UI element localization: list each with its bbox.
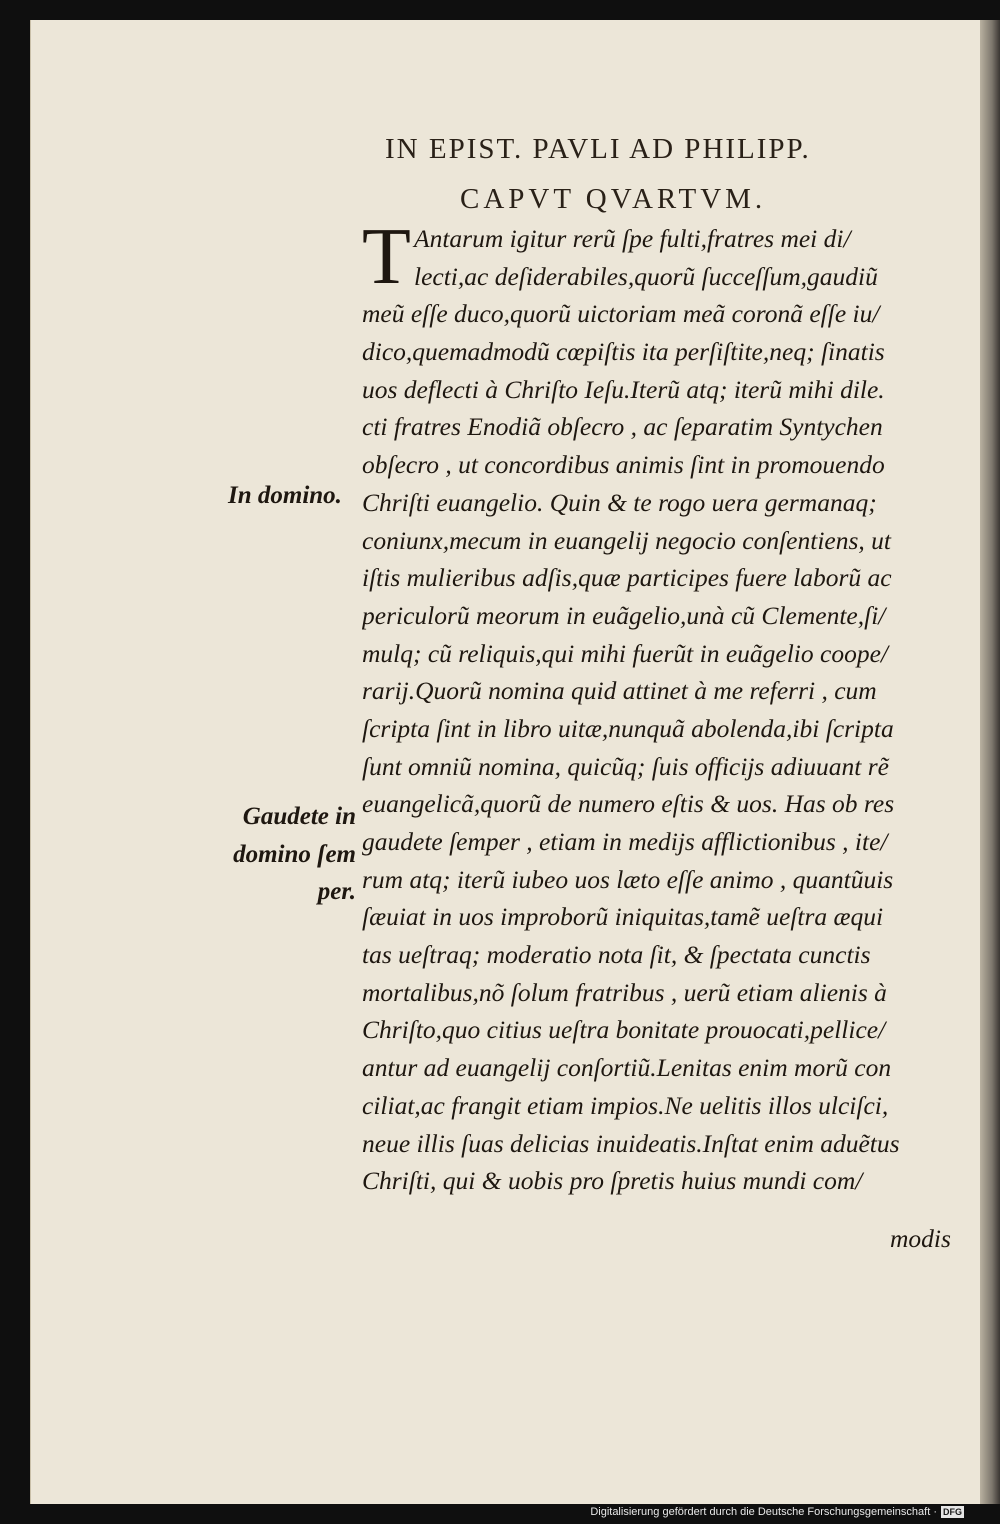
text-line: gaudete ſemper , etiam in medijs afflictionibus , ite/ [362, 827, 888, 856]
running-header: IN EPIST. PAVLI AD PHILIPP. [385, 133, 811, 165]
text-line: mortalibus,nõ ſolum fratribus , uerũ etiam alienis à [362, 977, 887, 1007]
text-line: ſæuiat in uos improborũ iniquitas,tamẽ ueſtra æqui [362, 902, 884, 932]
footer-credit [590, 1506, 964, 1518]
text-line: euangelicã,quorũ de numero eſtis & uos. Has ob res [362, 789, 895, 819]
footer-text: Digitalisierung gefördert durch die Deutsche Forschungsgemeinschaft · [590, 1506, 937, 1518]
text-line: iſtis mulieribus adſis,quæ participes fuere laborũ ac [362, 563, 892, 593]
text-line: dico,quemadmodũ cœpiſtis ita perſiſtite,neq; ſinatis [362, 337, 885, 367]
text-line: periculorũ meorum in euãgelio,unà cũ Clemente,ſi/ [362, 600, 886, 630]
text-line: Chriſti euangelio. Quin & te rogo uera germanaq; [362, 487, 877, 517]
text-line: Chriſto,quo citius ueſtra bonitate prouocati,pellice/ [362, 1015, 886, 1045]
text-line: ſunt omniũ nomina, quicũq; ſuis officijs adiuuant rẽ [362, 751, 889, 781]
text-line: obſecro , ut concordibus animis ſint in promouendo [362, 450, 885, 480]
drop-cap-initial: T [362, 213, 411, 301]
margin-note-gaudete [218, 798, 356, 911]
margin-note-line: domino ſem [233, 840, 356, 868]
text-line: coniunx,mecum in euangelij negocio conſentiens, ut [362, 525, 891, 555]
dfg-logo-icon: DFG [943, 1507, 962, 1517]
text-line: tas ueſtraq; moderatio nota ſit, & ſpectata cunctis [362, 940, 871, 970]
text-line: rarij.Quorũ nomina quid attinet à me referri , cum [362, 676, 877, 706]
body-text [362, 213, 980, 1200]
text-line: antur ad euangelij conſortiũ.Lenitas enim morũ con [362, 1053, 892, 1083]
text-line: ciliat,ac frangit etiam impios.Ne uelitis illos ulciſci, [362, 1090, 889, 1120]
margin-note-line: Gaudete in [242, 803, 356, 830]
text-line: neue illis ſuas delicias inuideatis.Inſtat enim aduẽtus [362, 1128, 900, 1158]
text-line: meũ eſſe duco,quorũ uictoriam meã coronã eſſe iu/ [362, 299, 880, 329]
margin-note-text: In domino. [228, 482, 342, 509]
text-line: cti fratres Enodiã obſecro , ac ſeparatim Syntychen [362, 412, 883, 442]
text-line: uos deflecti à Chriſto Ieſu.Iterũ atq; iterũ mihi dile. [362, 374, 885, 404]
text-line: rum atq; iterũ iubeo uos læto eſſe animo , quantũuis [362, 864, 894, 894]
text-line: ſcripta ſint in libro uitæ,nunquã abolenda,ibi ſcripta [362, 713, 894, 743]
text-line: mulq; cũ reliquis,qui mihi fuerũt in euãgelio coope/ [362, 638, 888, 668]
margin-note-in-domino [228, 477, 342, 515]
page-edge [980, 20, 1000, 1504]
chapter-title: CAPVT QVARTVM. [460, 183, 767, 215]
margin-note-line: per. [317, 878, 356, 906]
text-line: lecti,ac deſiderabiles,quorũ ſucceſſum,gaudiũ [414, 261, 878, 291]
catchword: modis [890, 1224, 951, 1253]
text-line: Antarum igitur rerũ ſpe fulti,fratres mei di/ [414, 224, 851, 253]
text-line: Chriſti, qui & uobis pro ſpretis huius mundi com/ [362, 1166, 863, 1196]
